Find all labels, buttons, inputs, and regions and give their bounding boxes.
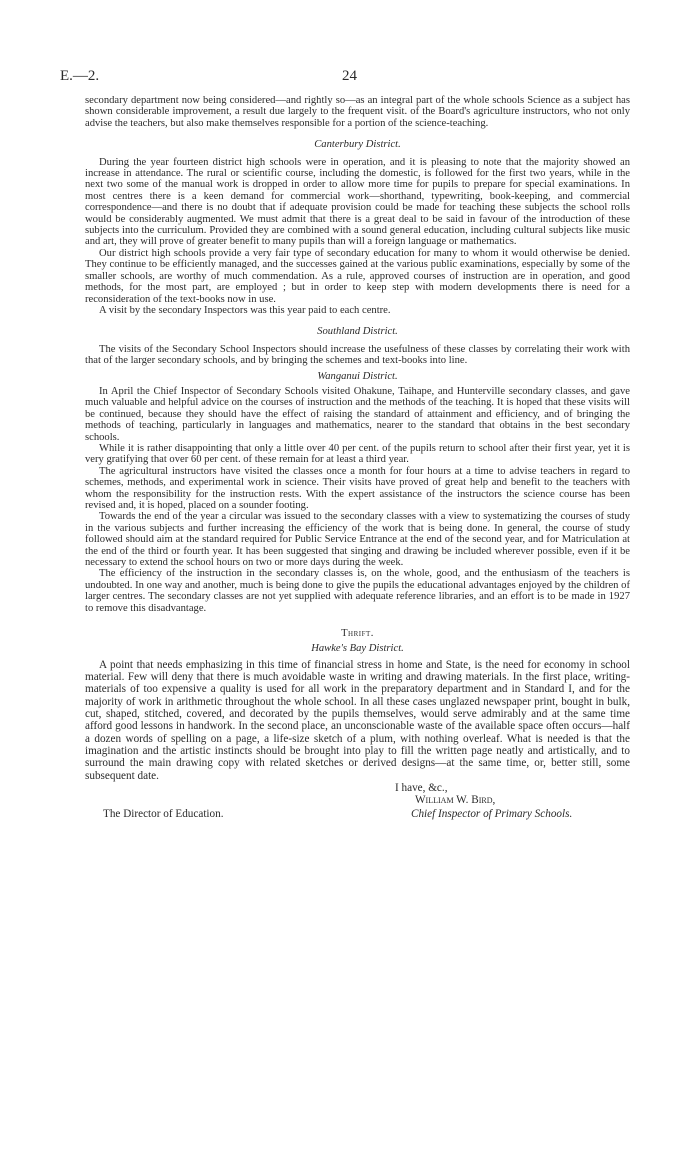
paragraph: While it is rather disappointing that only a little over 40 per cent. of the pupils return to school after their first year, yet it is very gratifying that over 60 per cent. of these remain for at least a third year.: [85, 442, 630, 466]
intro-paragraph: secondary department now being considered—and rightly so—as an integral part of the whole schools Science as a subject has shown considerable improvement, a result due largely to the frequent visit. of the Board's agriculture instructors, who not only advise the teachers, but also make themselves responsible for a portion of the science-teaching.: [85, 95, 630, 129]
closing-block: [85, 782, 630, 823]
signature-row: [85, 808, 630, 822]
paragraph: Our district high schools provide a very fair type of secondary education for many to whom it would otherwise be denied. They continue to be efficiently managed, and the successes gained at the various public examinations, especially by some of the smaller schools, are worthy of much commendation. As a rule, approved courses of instruction are in operation, and good methods, for the most part, are employed ; but in order to keep step with modern developments there is need for a reconsideration of the text-books now in use.: [85, 247, 630, 305]
page-header: [60, 68, 640, 88]
addressee: The Director of Education.: [103, 808, 224, 821]
section-heading-southland: Southland District.: [317, 326, 398, 338]
salutation: I have, &c.,: [395, 781, 448, 794]
paragraph: The visits of the Secondary School Inspectors should increase the usefulness of these classes by correlating their work with that of the larger secondary schools, and by bringing the schemes and text-books into line.: [85, 343, 630, 367]
paragraph: During the year fourteen district high schools were in operation, and it is pleasing to note that the majority showed an increase in attendance. The rural or scientific course, including the domestic, is followed for the first two years, while in the next two some of the manual work is dropped in order to allow more time for pupils to prepare for special examinations. In most centres there is a keen demand for commercial work—shorthand, typewriting, book-keeping, and commercial correspondence—and there is no doubt that if adequate provision could be made for teaching these subjects the school rolls would be considerably augmented. We must admit that there is a great deal to be said in favour of the introduction of these subjects into the curriculum. Provided they are combined with a sound general education, including cultural subjects like music and art, they will prove of greater benefit to many pupils than will a foreign language or mathematics.: [85, 156, 630, 248]
paragraph: A visit by the secondary Inspectors was this year paid to each centre.: [99, 304, 391, 316]
paragraph: The agricultural instructors have visited the classes once a month for four hours at a time to advise teachers in regard to schemes, methods, and experimental work in science. Their visits have proved of great help and benefit to the teachers with whom the responsibility for the instruction rests. With the expert assistance of the instructors the science course has been revised and, it is hoped, placed on a sounder footing.: [85, 465, 630, 511]
paragraph: Towards the end of the year a circular was issued to the secondary classes with a view to systematizing the courses of study in the various subjects and further increasing the efficiency of the work that is being done. In general, the course of study followed should aim at the standard required for Public Service Entrance at the end of the second year, and for Matriculation at the end of the third or fourth year. It has been suggested that singing and drawing be included wherever possible, even if it be necessary to extend the school hours on two or more days during the week.: [85, 511, 630, 569]
section-subheading-hawkes-bay: Hawke's Bay District.: [311, 643, 404, 655]
paragraph: In April the Chief Inspector of Secondary Schools visited Ohakune, Taihape, and Hunterville secondary classes, and gave much valuable and helpful advice on the courses of instruction and the methods of the teaching. It is hoped that these visits will be continued, because they should have the effect of raising the standard of attainment and efficiency, and of bringing the methods of teaching, particularly in languages and mathematics, nearer to the standard that obtains in the best secondary schools.: [85, 385, 630, 443]
section-heading-thrift: Thrift.: [341, 628, 374, 640]
section-heading-canterbury: Canterbury District.: [314, 139, 401, 151]
paragraph: The efficiency of the instruction in the secondary classes is, on the whole, good, and the enthusiasm of the teachers is undoubted. In one way and another, much is being done to give the pupils the educational advantages enjoyed by the children of larger centres. The secondary classes are not yet supplied with adequate reference libraries, and an effort is to be made in 1927 to remove this disadvantage.: [85, 568, 630, 614]
signatory-name: William W. Bird,: [415, 794, 496, 807]
signatory-title: Chief Inspector of Primary Schools.: [411, 808, 573, 821]
page-number: 24: [342, 68, 357, 84]
paragraph: A point that needs emphasizing in this time of financial stress in home and State, is the need for economy in school material. Few will deny that there is much avoidable waste in writing and drawing materials. In the first place, writing-materials of too expensive a quality is used for all work in the preparatory department and in Standard I, and for the majority of work in arithmetic throughout the whole school. In all these cases unglazed newspaper print, bought in bulk, cut, shaped, stitched, covered, and decorated by the pupils themselves, would serve admirably and at the same time afford good lessons in handwork. In the second place, an unconscionable waste of the available space often occurs—half a dozen words of spelling on a page, a life-size sketch of a plum, with nothing overleaf. What is needed is that the imagination and the artistic instincts should be brought into play to fill the written page neatly and artistically, and to surround the main drawing copy with related sketches or derived designs—at the same time, or, better still, some subsequent date.: [85, 658, 630, 782]
section-heading-wanganui: Wanganui District.: [317, 370, 398, 382]
document-reference: E.—2.: [60, 68, 100, 84]
document-body: [85, 95, 630, 822]
